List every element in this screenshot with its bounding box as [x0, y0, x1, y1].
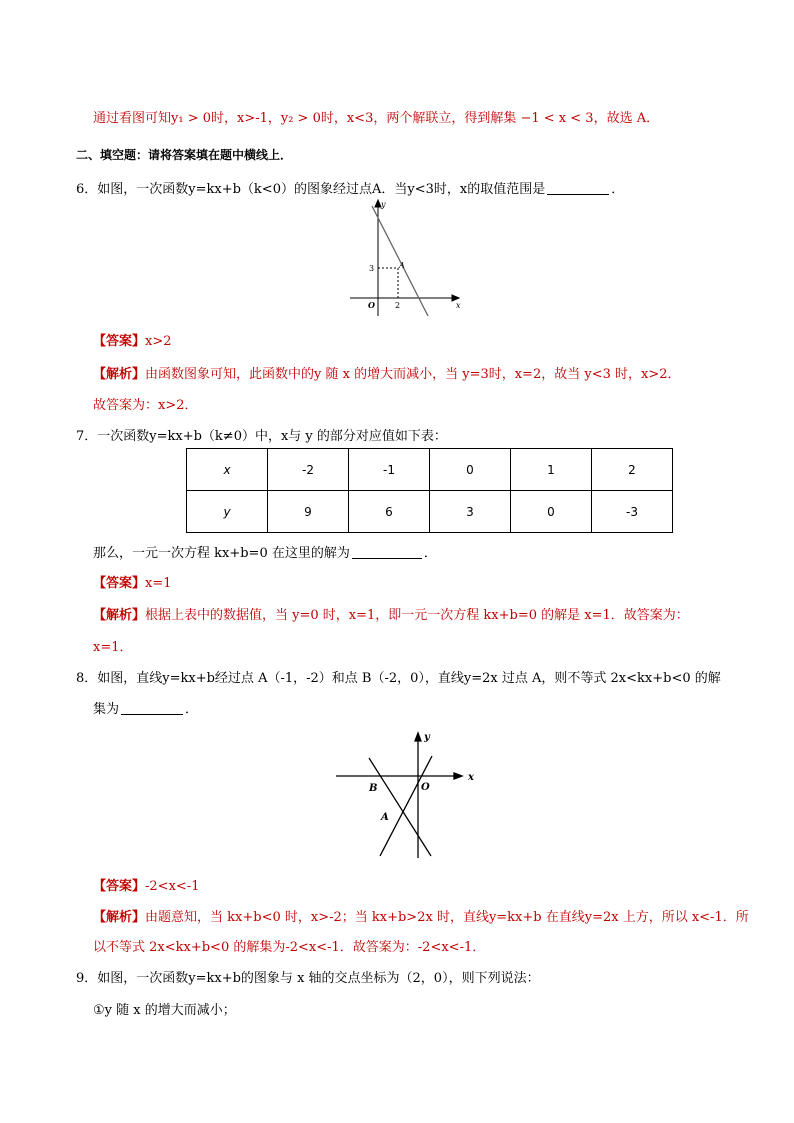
q8-label-a: A	[381, 812, 389, 823]
q8-y-arrow	[415, 733, 421, 741]
q8-stem-line1: 8．如图，直线y=kx+b经过点 A（-1，-2）和点 B（-2，0），直线y=2x 过点 A，则不等式 2x<kx+b<0 的解	[76, 671, 721, 686]
table-cell: x	[187, 449, 268, 491]
q6-conclusion: 故答案为：x>2．	[93, 398, 198, 413]
table-cell: -3	[592, 491, 673, 533]
table-cell: 0	[511, 491, 592, 533]
q7-table	[186, 448, 673, 533]
q8-answer-blank[interactable]	[121, 702, 183, 715]
q8-answer-tag: 【答案】	[93, 879, 146, 894]
q6-label-o: O	[368, 300, 375, 310]
table-cell: 9	[268, 491, 349, 533]
table-cell: 2	[592, 449, 673, 491]
q7-analysis-line	[93, 604, 689, 623]
q7-analysis-cont: x=1．	[93, 640, 133, 655]
q6-stem-text: 6．如图，一次函数y=kx+b（k<0）的图象经过点A．当y<3时，x的取值范围是	[76, 182, 546, 197]
q7-answer-blank[interactable]	[352, 546, 422, 559]
q8-label-b: B	[369, 783, 378, 794]
q6-answer: x>2	[145, 334, 172, 349]
section-title: 二、填空题：请将答案填在题中横线上．	[76, 148, 293, 162]
q6-analysis: 由函数图象可知，此函数中的y 随 x 的增大而减小，当 y=3时，x=2，故当 y<3 时，x>2．	[145, 367, 681, 382]
q6-answer-tag: 【答案】	[93, 334, 146, 349]
table-cell: y	[187, 491, 268, 533]
q8-analysis-tag: 【解析】	[93, 910, 146, 925]
table-row	[187, 449, 673, 491]
table-cell: 6	[349, 491, 430, 533]
q7-stem2-text: 那么，一元一次方程 kx+b=0 在这里的解为	[93, 546, 350, 561]
q6-label-2: 2	[395, 301, 401, 310]
q6-label-y: y	[381, 200, 386, 209]
q8-answer-line	[93, 875, 199, 894]
q6-analysis-line	[93, 363, 681, 382]
table-cell: -2	[268, 449, 349, 491]
q6-label-x: x	[456, 301, 461, 310]
q6-answer-blank[interactable]	[547, 182, 609, 195]
q7-stem2-end: ．	[423, 546, 437, 561]
q6-stem-end: ．	[611, 182, 625, 197]
q8-x-arrow	[454, 773, 462, 779]
q8-label-o: O	[421, 782, 430, 793]
q7-analysis-tag: 【解析】	[93, 608, 146, 623]
q8-stem2-end: ．	[185, 702, 199, 717]
q8-stem-line2	[93, 698, 198, 717]
q8-analysis-line	[93, 906, 749, 925]
table-row	[187, 491, 673, 533]
q7-answer-line	[93, 572, 172, 591]
q8-stem2-text: 集为	[93, 702, 120, 717]
q6-answer-line	[93, 330, 172, 349]
q7-analysis: 根据上表中的数据值，当 y=0 时，x=1，即一元一次方程 kx+b=0 的解是 x=1．故答案为：	[145, 608, 689, 623]
prev-answer-text: 通过看图可知y₁ > 0时，x>-1，y₂ > 0时，x<3，两个解联立，得到解集 −1 < x < 3，故选 A．	[93, 111, 660, 126]
q8-label-x: x	[468, 772, 474, 783]
q7-stem: 7．一次函数y=kx+b（k≠0）中，x与 y 的部分对应值如下表：	[76, 429, 447, 444]
q7-answer-tag: 【答案】	[93, 576, 146, 591]
q9-item-1: ①y 随 x 的增大而减小；	[93, 1003, 236, 1018]
table-cell: 3	[430, 491, 511, 533]
q8-analysis: 由题意知，当 kx+b<0 时，x>-2；当 kx+b>2x 时，直线y=kx+b 在直线y=2x 上方，所以 x<-1．所	[145, 910, 749, 925]
q8-answer: -2<x<-1	[145, 879, 200, 894]
table-cell: 0	[430, 449, 511, 491]
q8-line-kx-b	[369, 758, 431, 856]
q6-analysis-tag: 【解析】	[93, 367, 146, 382]
q8-figure	[334, 728, 484, 863]
q6-figure	[340, 198, 470, 320]
q8-analysis-cont: 以不等式 2x<kx+b<0 的解集为-2<x<-1．故答案为：-2<x<-1．	[93, 940, 486, 955]
q9-stem: 9．如图，一次函数y=kx+b的图象与 x 轴的交点坐标为（2，0），则下列说法：	[76, 971, 540, 986]
table-cell: 1	[511, 449, 592, 491]
table-cell: -1	[349, 449, 430, 491]
q7-answer: x=1	[145, 576, 172, 591]
q6-stem	[76, 178, 624, 197]
q6-label-3: 3	[369, 264, 375, 273]
q7-stem2	[93, 542, 437, 561]
q8-line-2x	[380, 756, 432, 856]
q6-label-a: A	[399, 261, 405, 270]
q8-label-y: y	[424, 732, 430, 743]
